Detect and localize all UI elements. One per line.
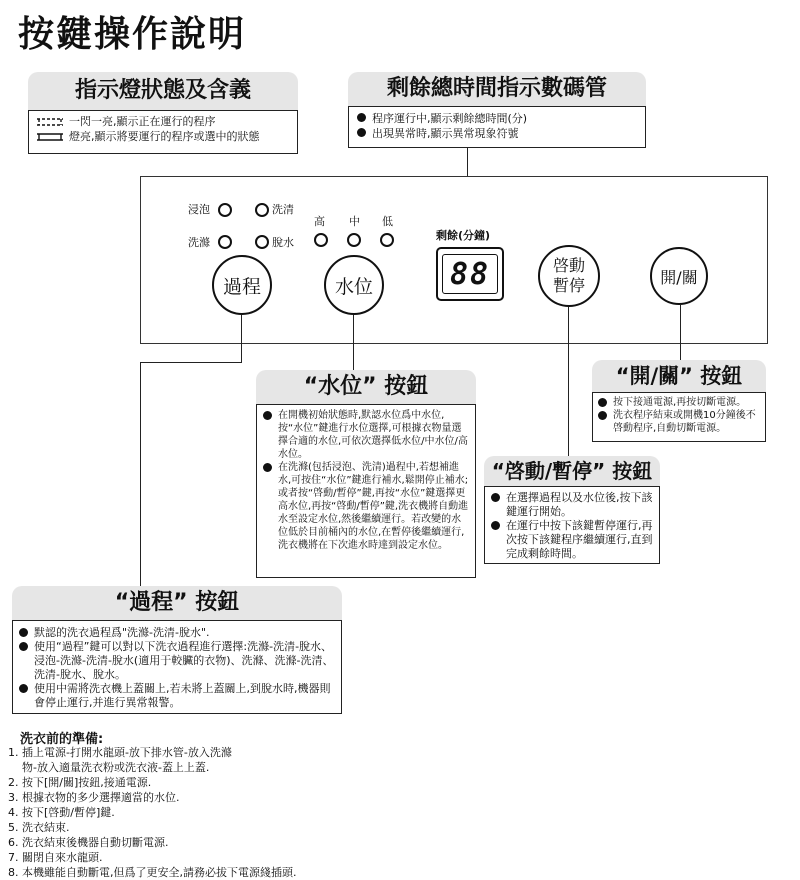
bullet-icon — [491, 521, 500, 530]
blinking-lamp-icon — [35, 117, 65, 127]
power-item-2 — [598, 409, 760, 435]
water-item-2-text: 在洗滌(包括浸泡、洗清)過程中,若想補進水,可按住“水位”鍵進行補水,鬆開停止補水;或者按“啓動/暫停”鍵,再按“水位”鍵選擇更高水位,再按“啓動/暫停”鍵,洗衣機將自動進水至設定水位,然後繼續運行。若改變的水位低於目前桶內的水位,在暫停後繼續運行,洗衣機將在下次進水時達到設定水位。 — [278, 462, 469, 551]
indicator-item-on — [35, 129, 291, 144]
led-wash — [218, 235, 232, 249]
program-item-2-text: 使用“過程”鍵可以對以下洗衣過程進行選擇:洗滌-洗清-脫水、浸泡-洗滌-洗清-脫水(適用于較臟的衣物)、洗滌、洗滌-洗清、洗清-脫水、脫水。 — [34, 640, 334, 681]
program-button-label: 過程 — [222, 275, 261, 298]
led-soak-label: 浸泡 — [188, 203, 210, 216]
led-soak — [218, 203, 232, 217]
connector-line — [680, 305, 681, 361]
prep-step: 6. 洗衣結束後機器自動切斷電源. — [8, 836, 169, 849]
prep-step: 3. 根據衣物的多少選擇適當的水位. — [8, 791, 180, 804]
start-pause-label-1: 啓動 — [552, 256, 585, 275]
display-digits: 88 — [449, 256, 491, 292]
bullet-icon — [598, 411, 607, 420]
indicator-item-blink — [35, 114, 291, 129]
start-item-2-text: 在運行中按下該鍵暫停運行,再次按下該鍵程序繼續運行,直到完成剩餘時間。 — [506, 519, 653, 560]
power-item-1-text: 按下接通電源,再按切斷電源。 — [613, 397, 747, 408]
program-item-1-text: 默認的洗衣過程爲"洗滌-洗清-脫水". — [34, 626, 210, 639]
bullet-icon — [491, 493, 500, 502]
water-level-button-label: 水位 — [334, 275, 373, 298]
water-section-box — [256, 404, 476, 578]
prep-step: 5. 洗衣結束. — [8, 821, 70, 834]
page-title: 按鍵操作說明 — [18, 14, 247, 55]
bullet-icon — [263, 463, 272, 472]
start-item-1-text: 在選擇過程以及水位後,按下該鍵運行開始。 — [506, 491, 653, 518]
connector-line — [241, 315, 242, 363]
start-section-header — [484, 456, 660, 486]
water-section-header-text: “水位” 按鈕 — [303, 374, 429, 399]
power-item-1 — [598, 396, 760, 409]
bullet-icon — [357, 128, 366, 137]
led-mid-label: 中 — [349, 215, 360, 228]
program-item-3-text: 使用中需將洗衣機上蓋關上,若未將上蓋關上,到脫水時,機器則會停止運行,并進行異常報警。 — [34, 682, 331, 709]
program-button[interactable] — [212, 255, 272, 315]
power-button[interactable] — [650, 247, 708, 305]
led-rinse-label: 洗清 — [272, 203, 294, 216]
program-item-3 — [19, 682, 335, 710]
bullet-icon — [263, 411, 272, 420]
program-section-box — [12, 620, 342, 714]
remaining-label: 剩餘(分鐘) — [436, 229, 491, 242]
start-section-header-text: “啓動/暫停” 按鈕 — [491, 459, 653, 483]
water-section-header — [256, 370, 476, 404]
water-level-button[interactable] — [324, 255, 384, 315]
power-section-box — [592, 392, 766, 442]
connector-line — [353, 315, 354, 371]
led-water-mid — [347, 233, 361, 247]
led-spin — [255, 235, 269, 249]
display-box — [348, 106, 646, 148]
prep-step: 7. 關閉自來水龍頭. — [8, 851, 103, 864]
led-high-label: 高 — [314, 215, 325, 228]
display-item-1 — [357, 111, 637, 126]
led-spin-label: 脫水 — [272, 236, 294, 249]
start-section-box — [484, 486, 660, 564]
led-water-low — [380, 233, 394, 247]
bullet-icon — [357, 113, 366, 122]
connector-line — [140, 362, 242, 363]
display-item-1-text: 程序運行中,顯示剩餘總時間(分) — [372, 112, 528, 125]
start-pause-button[interactable] — [538, 245, 600, 307]
bullet-icon — [19, 628, 28, 637]
indicator-item-blink-text: 一閃一亮,顯示正在運行的程序 — [69, 115, 216, 128]
prep-step: 4. 按下[啓動/暫停]鍵. — [8, 806, 115, 819]
display-item-2-text: 出現異常時,顯示異常現象符號 — [372, 127, 519, 140]
indicator-header — [28, 72, 298, 110]
connector-line — [140, 362, 141, 587]
start-item-1 — [491, 491, 653, 519]
program-section-header-text: “過程” 按鈕 — [114, 590, 240, 615]
bullet-icon — [19, 642, 28, 651]
display-header — [348, 72, 646, 106]
prep-step: 物-放入適量洗衣粉或洗衣液-蓋上上蓋. — [22, 761, 210, 774]
bullet-icon — [19, 684, 28, 693]
preparation-steps — [8, 745, 428, 880]
preparation-title: 洗衣前的準備: — [20, 732, 104, 747]
connector-line — [568, 307, 569, 457]
indicator-header-text: 指示燈狀態及含義 — [74, 78, 251, 103]
start-pause-label-2: 暫停 — [552, 276, 585, 295]
lit-lamp-icon — [35, 132, 65, 142]
led-wash-label: 洗滌 — [188, 236, 210, 249]
display-header-text: 剩餘總時間指示數碼管 — [386, 76, 607, 101]
indicator-box — [28, 110, 298, 154]
program-item-1 — [19, 626, 335, 640]
prep-step: 8. 本機雖能自動斷電,但爲了更安全,請務必拔下電源綫插頭. — [8, 866, 297, 879]
power-section-header-text: “開/關” 按鈕 — [615, 364, 743, 388]
water-item-1-text: 在開機初始狀態時,默認水位爲中水位,按“水位”鍵進行水位選擇,可根據衣物量選擇合適的水位,可依次選擇低水位/中水位/高水位。 — [278, 410, 468, 460]
digit-display — [436, 247, 504, 301]
water-item-1 — [263, 409, 469, 461]
program-item-2 — [19, 640, 335, 682]
indicator-item-on-text: 燈亮,顯示將要運行的程序或選中的狀態 — [69, 130, 260, 143]
bullet-icon — [598, 398, 607, 407]
power-button-label: 開/關 — [660, 267, 698, 287]
water-item-2 — [263, 461, 469, 552]
start-item-2 — [491, 519, 653, 561]
led-low-label: 低 — [382, 215, 393, 228]
power-section-header — [592, 360, 766, 392]
led-rinse — [255, 203, 269, 217]
digit-screen — [442, 254, 498, 294]
led-water-high — [314, 233, 328, 247]
power-item-2-text: 洗衣程序結束或開機10分鐘後不啓動程序,自動切斷電源。 — [613, 410, 756, 434]
prep-step: 2. 按下[開/關]按鈕,接通電源. — [8, 776, 152, 789]
program-section-header — [12, 586, 342, 620]
prep-step: 1. 插上電源-打開水龍頭-放下排水管-放入洗滌 — [8, 746, 232, 759]
display-item-2 — [357, 126, 637, 141]
